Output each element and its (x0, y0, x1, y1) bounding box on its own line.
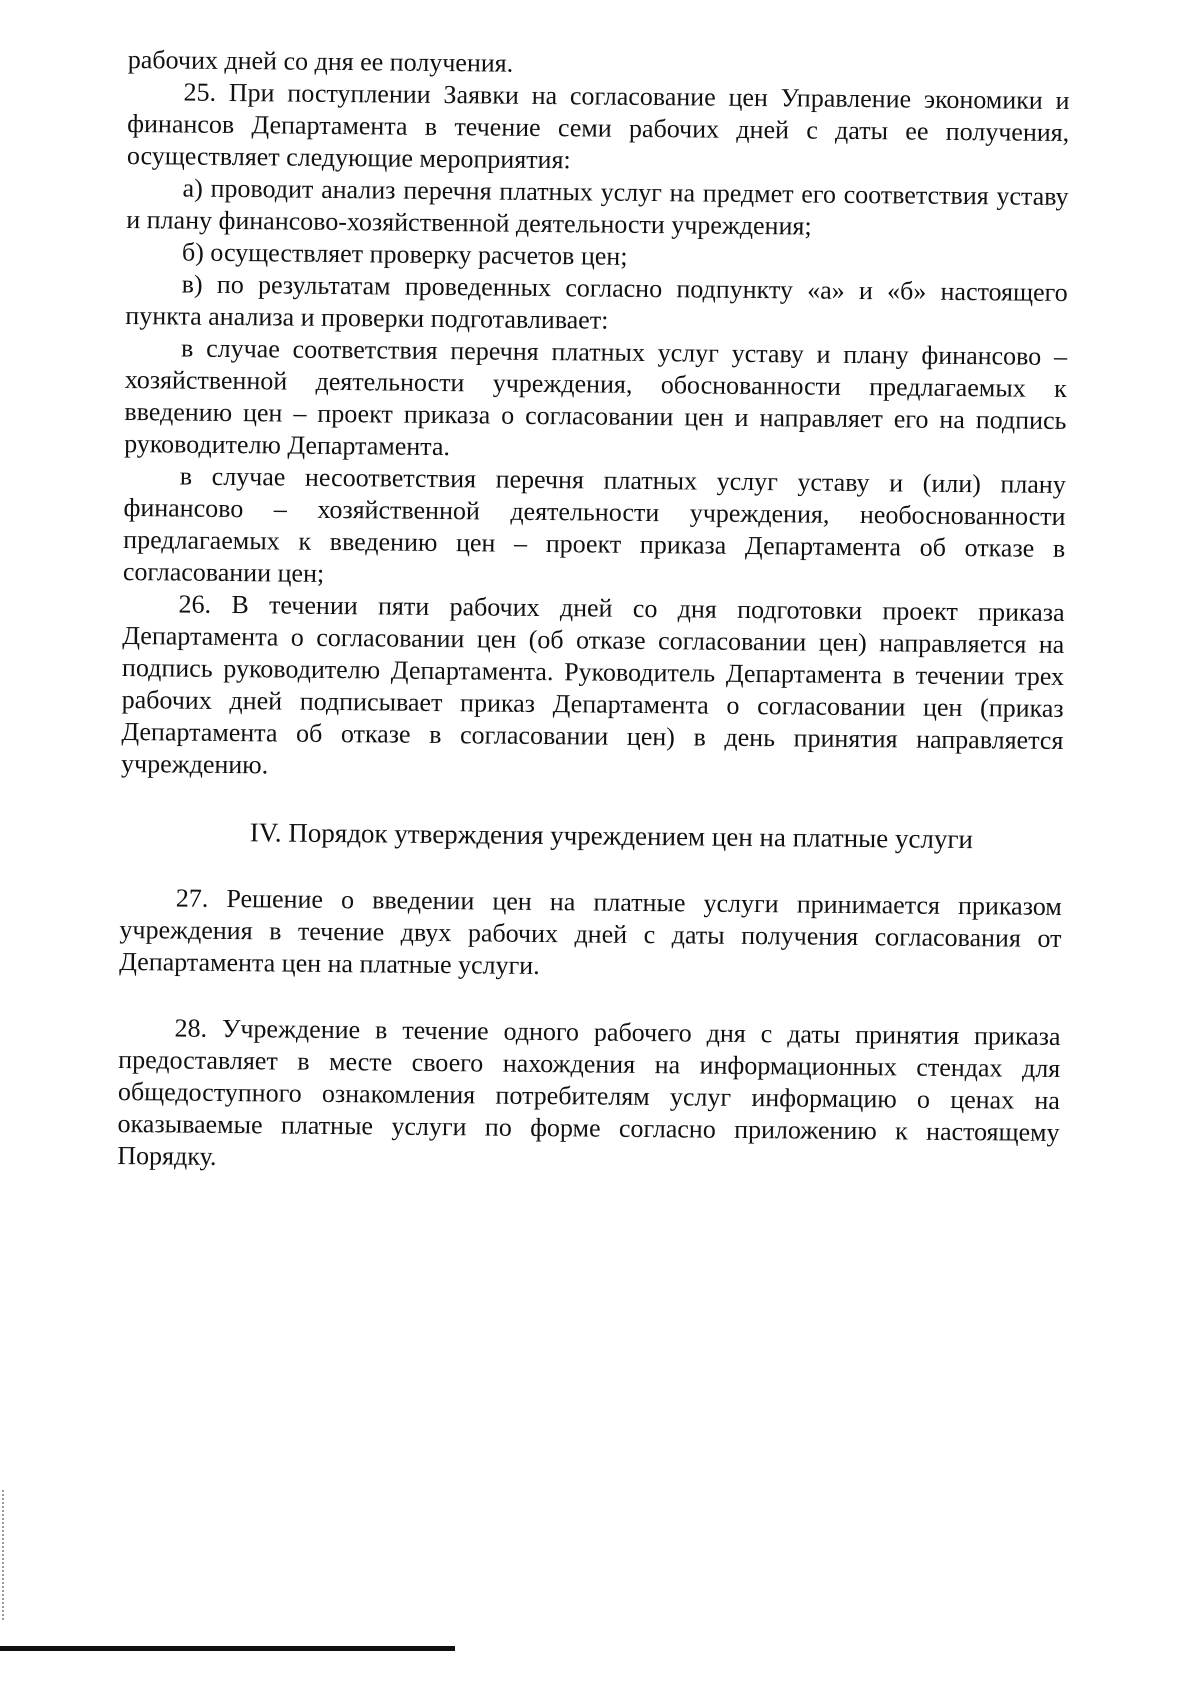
scan-bottom-edge (0, 1646, 455, 1651)
document-body (117, 44, 1070, 1181)
paragraph-26: 26. В течении пяти рабочих дней со дня подготовки проект приказа Департамента о согласовании цен (об отказе согласовании цен) направляется на подпись руководителю Департамента. Руководитель Департамента в течении трех рабочих дней подписывает приказ Департамента о согласовании цен (приказ Департамента об отказе в согласовании цен) в день принятия направляется учреждению. (120, 589, 1065, 780)
scan-edge-marks (2, 1490, 6, 1620)
paragraph-25-a: а) проводит анализ перечня платных услуг на предмет его соответствия уставу и плану финансово-хозяйственной деятельности учреждения; (126, 173, 1069, 241)
section-heading: IV. Порядок утверждения учреждением цен на платные услуги (249, 817, 974, 855)
paragraph-25-b: б) осуществляет проверку расчетов цен; (181, 237, 628, 271)
paragraph-27: 27. Решение о введении цен на платные услуги принимается приказом учреждения в течение двух рабочих дней с даты получения согласования от Департамента цен на платные услуги. (119, 883, 1062, 980)
paragraph-25-c-1: в случае соответствия перечня платных услуг уставу и плану финансово – хозяйственной деятельности учреждения, обоснованности предлагаемых к введению цен – проект приказа о согласовании цен и направляет его на подпись руководителю Департамента. (124, 333, 1068, 462)
paragraph-25: 25. При поступлении Заявки на согласование цен Управление экономики и финансов Департамента в течение семи рабочих дней с даты ее получения, осуществляет следующие мероприятия: (126, 77, 1070, 175)
paragraph-25-c-2: в случае несоответствия перечня платных услуг уставу и (или) плану финансово – хозяйственной деятельности учреждения, необоснованности предлагаемых к введению цен – проект приказа Департамента об отказе в согласовании цен; (122, 461, 1066, 588)
paragraph-28: 28. Учреждение в течение одного рабочего дня с даты принятия приказа предоставляет в месте своего нахождения на информационных стендах для общедоступного ознакомления потребителям услуг информацию о ценах на оказываемые платные услуги по форме согласно приложению к настоящему Порядку. (117, 1013, 1061, 1171)
continued-line: рабочих дней со дня ее получения. (127, 44, 514, 78)
paragraph-25-c: в) по результатам проведенных согласно подпункту «а» и «б» настоящего пункта анализа и проверки подготавливает: (125, 269, 1068, 335)
